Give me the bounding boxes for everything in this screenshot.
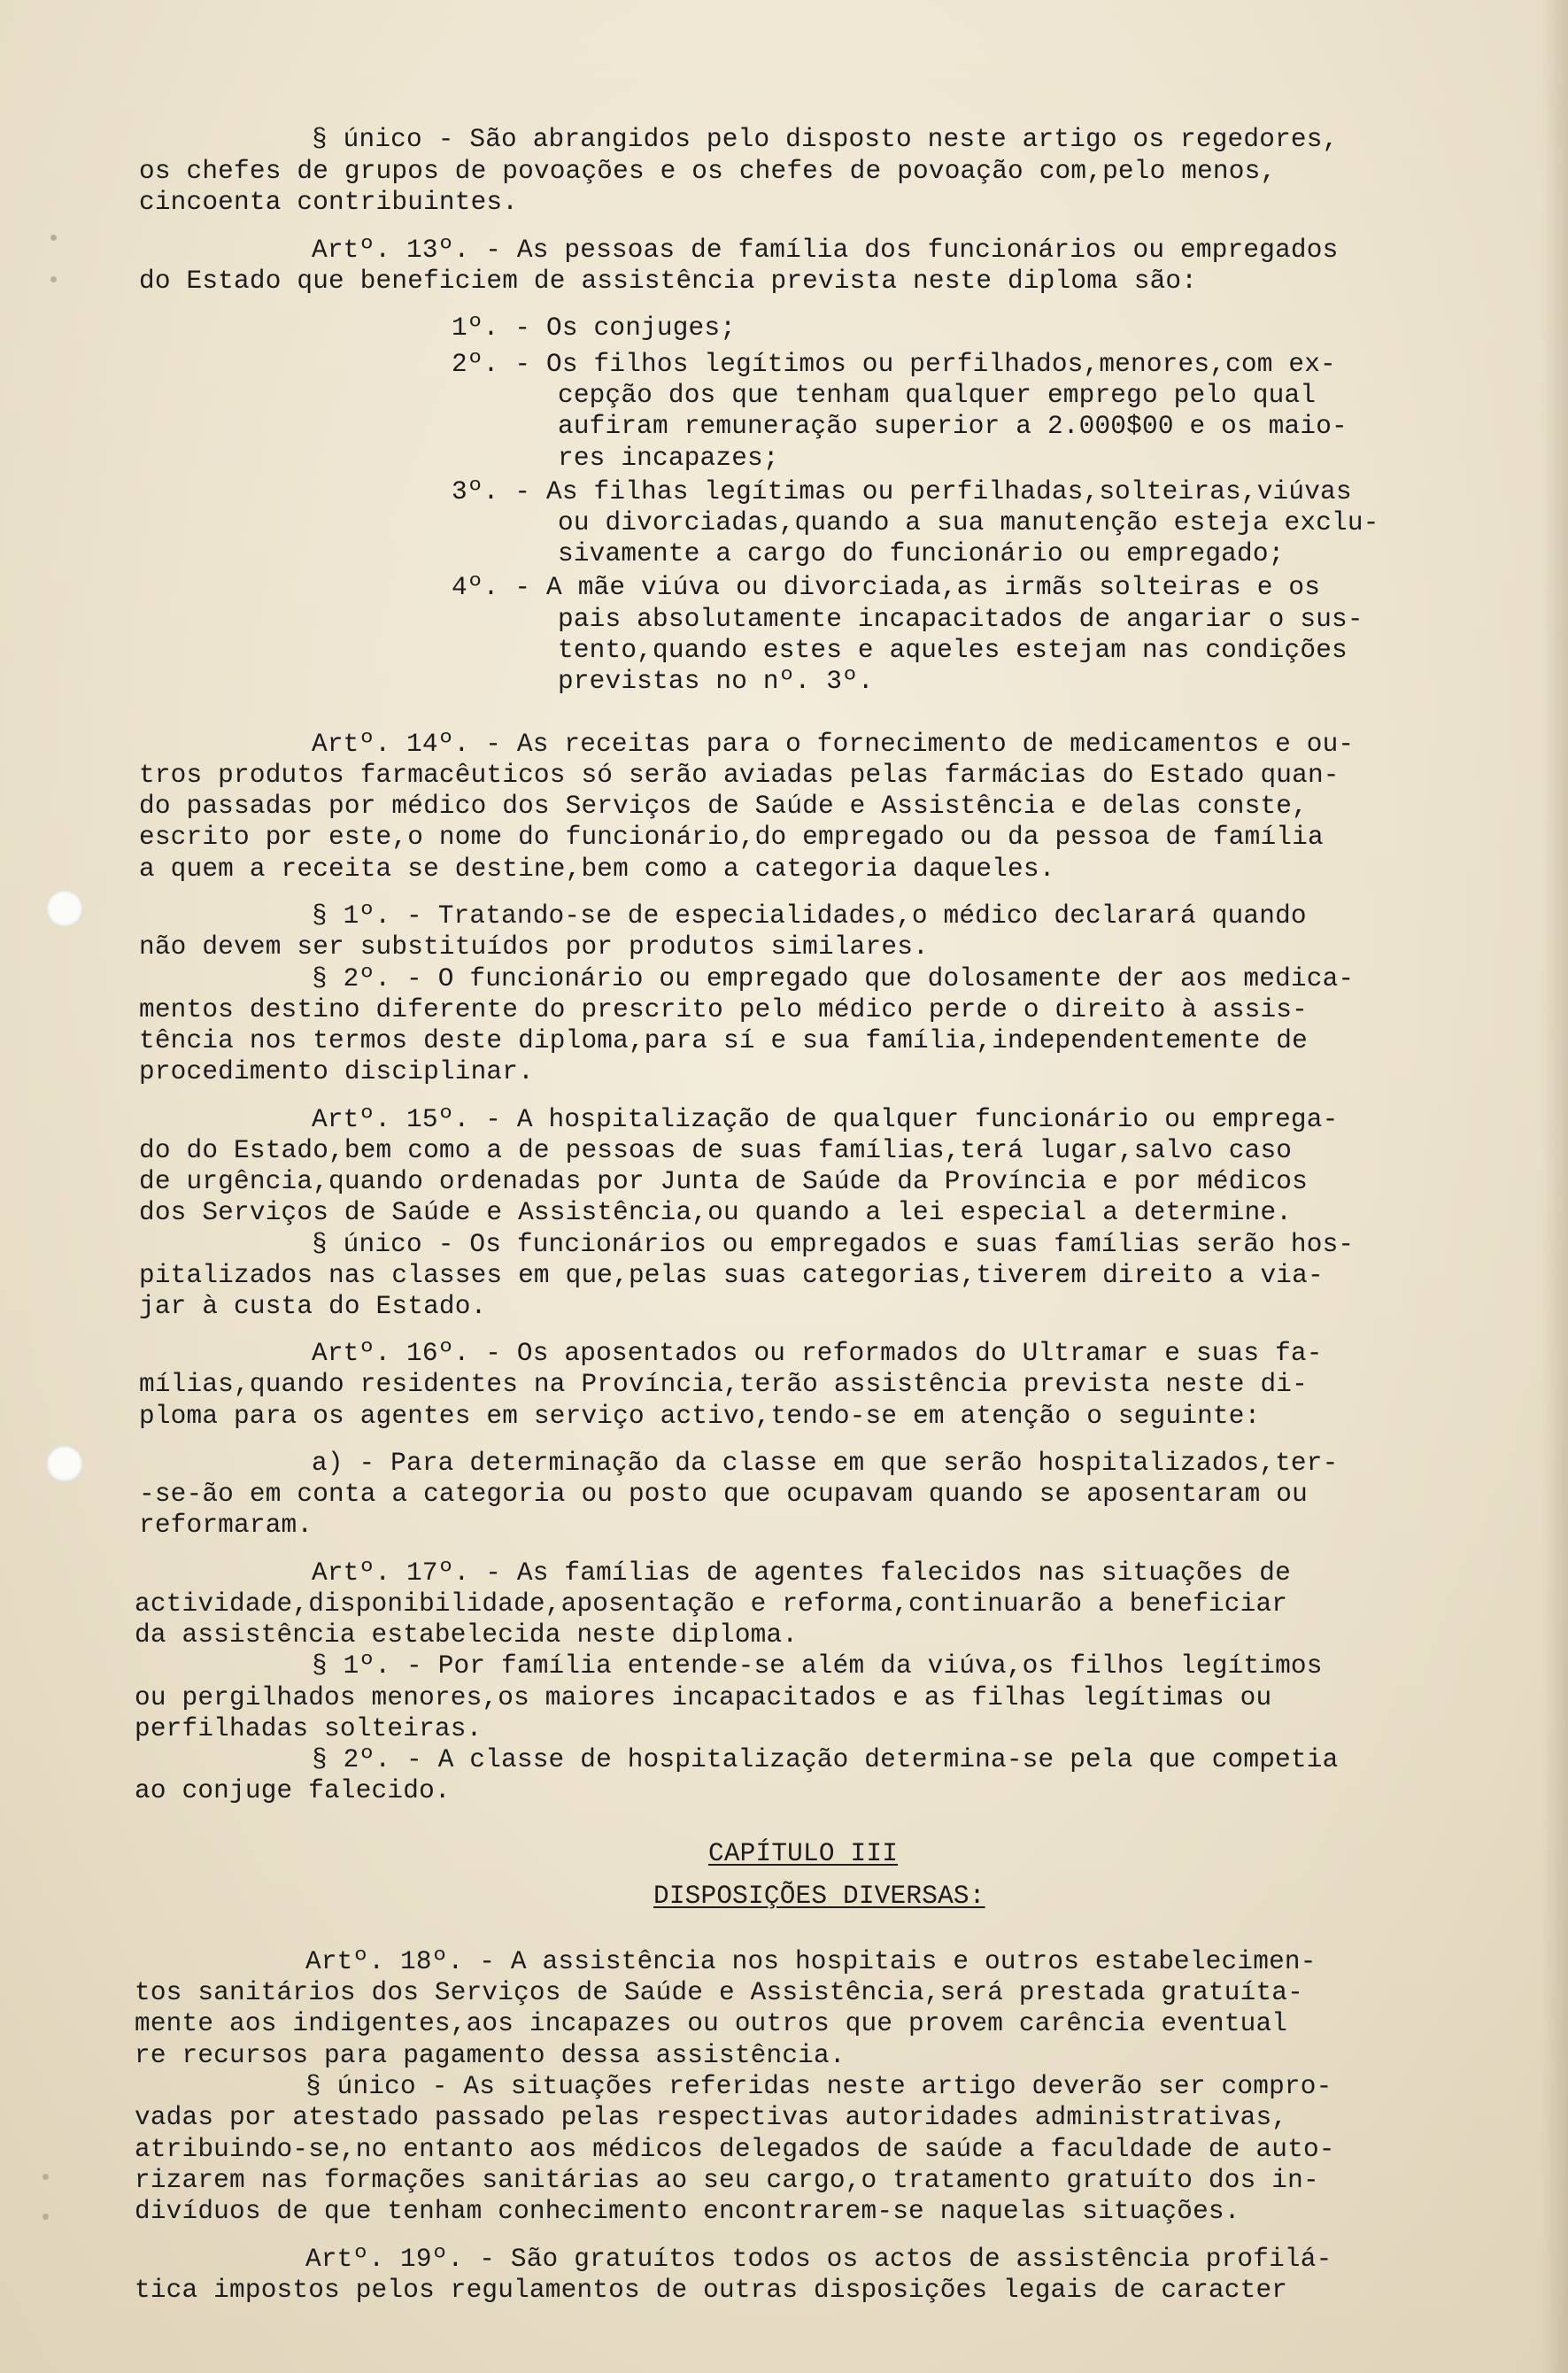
- text-line: divíduos de que tenham conhecimento encontrarem-se naquelas situações.: [135, 2197, 1240, 2226]
- text-line: sivamente a cargo do funcionário ou empregado;: [558, 539, 1285, 568]
- text-line: não devem ser substituídos por produtos similares.: [139, 932, 929, 962]
- list-item: 1º. - Os conjuges;: [452, 313, 737, 343]
- text-line: a) - Para determinação da classe em que serão hospitalizados,ter-: [312, 1449, 1339, 1478]
- text-line: pais absolutamente incapacitados de angariar o sus-: [558, 605, 1363, 634]
- text-line: actividade,disponibilidade,aposentação e reforma,continuarão a beneficiar: [135, 1589, 1288, 1619]
- text-line: ploma para os agentes em serviço activo,tendo-se em atenção o seguinte:: [139, 1402, 1261, 1431]
- text-line: tros produtos farmacêuticos só serão aviadas pelas farmácias do Estado quan-: [139, 761, 1340, 790]
- text-line: § 2º. - O funcionário ou empregado que dolosamente der aos medica-: [312, 964, 1355, 993]
- page-edge-shadow: [1541, 0, 1568, 2373]
- text-line: a quem a receita se destine,bem como a categoria daqueles.: [139, 854, 1055, 884]
- text-line: Artº. 16º. - Os aposentados ou reformados do Ultramar e suas fa-: [312, 1339, 1323, 1368]
- text-line: do do Estado,bem como a de pessoas de suas famílias,terá lugar,salvo caso: [139, 1136, 1293, 1165]
- text-line: do passadas por médico dos Serviços de Saúde e Assistência e delas conste,: [139, 792, 1308, 821]
- text-line: tica impostos pelos regulamentos de outras disposições legais de caracter: [135, 2276, 1288, 2305]
- text-line: Artº. 14º. - As receitas para o fornecimento de medicamentos e ou-: [312, 730, 1355, 759]
- text-line: procedimento disciplinar.: [139, 1057, 534, 1086]
- text-line: do Estado que beneficiem de assistência prevista neste diploma são:: [139, 267, 1198, 296]
- text-line: § único - Os funcionários ou empregados e suas famílias serão hos-: [312, 1230, 1355, 1259]
- text-line: da assistência estabelecida neste diploma.: [135, 1620, 799, 1650]
- text-line: tência nos termos deste diploma,para sí e sua família,independentemente de: [139, 1026, 1308, 1055]
- text-line: jar à custa do Estado.: [139, 1292, 487, 1321]
- text-line: rizarem nas formações sanitárias ao seu cargo,o tratamento gratuíto dos in-: [135, 2166, 1319, 2195]
- text-line: escrito por este,o nome do funcionário,do empregado ou da pessoa de família: [139, 823, 1324, 852]
- text-line: tento,quando estes e aqueles estejam nas condições: [558, 636, 1348, 665]
- text-line: tos sanitários dos Serviços de Saúde e Assistência,será prestada gratuíta-: [135, 1978, 1303, 2007]
- text-line: os chefes de grupos de povoações e os chefes de povoação com,pelo menos,: [139, 157, 1277, 186]
- text-line: Artº. 15º. - A hospitalização de qualquer funcionário ou emprega-: [312, 1105, 1339, 1134]
- list-item: 4º. - A mãe viúva ou divorciada,as irmãs solteiras e os: [452, 573, 1321, 602]
- text-line: vadas por atestado passado pelas respectivas autoridades administrativas,: [135, 2103, 1288, 2132]
- text-line: mentos destino diferente do prescrito pelo médico perde o direito à assis-: [139, 995, 1308, 1024]
- section-heading: DISPOSIÇÕES DIVERSAS:: [653, 1882, 985, 1911]
- text-line: cincoenta contribuintes.: [139, 188, 519, 217]
- text-line: § único - As situações referidas neste artigo deverão ser compro-: [305, 2072, 1332, 2101]
- text-line: reformaram.: [139, 1511, 313, 1540]
- text-line: pitalizados nas classes em que,pelas suas categorias,tiverem direito a via-: [139, 1261, 1324, 1290]
- chapter-heading: CAPÍTULO III: [708, 1839, 899, 1868]
- text-line: Artº. 17º. - As famílias de agentes falecidos nas situações de: [312, 1558, 1291, 1588]
- list-item: 2º. - Os filhos legítimos ou perfilhados,menores,com ex-: [452, 350, 1336, 379]
- text-line: ao conjuge falecido.: [135, 1776, 451, 1805]
- text-line: § 2º. - A classe de hospitalização determina-se pela que competia: [312, 1745, 1339, 1774]
- text-line: Artº. 18º. - A assistência nos hospitais e outros estabelecimen-: [305, 1947, 1317, 1976]
- text-line: § 1º. - Tratando-se de especialidades,o médico declarará quando: [312, 901, 1307, 931]
- text-line: § único - São abrangidos pelo disposto neste artigo os regedores,: [312, 125, 1339, 154]
- text-line: mílias,quando residentes na Província,terão assistência prevista neste di-: [139, 1370, 1308, 1399]
- text-line: atribuindo-se,no entanto aos médicos delegados de saúde a faculdade de auto-: [135, 2135, 1335, 2164]
- text-line: re recursos para pagamento dessa assistência.: [135, 2041, 846, 2070]
- text-line: aufiram remuneração superior a 2.000$00 e os maio-: [558, 412, 1348, 441]
- text-line: previstas no nº. 3º.: [558, 667, 874, 696]
- text-line: -se-ão em conta a categoria ou posto que ocupavam quando se aposentaram ou: [139, 1480, 1308, 1509]
- text-line: mente aos indigentes,aos incapazes ou outros que provem carência eventual: [135, 2009, 1288, 2038]
- list-item: 3º. - As filhas legítimas ou perfilhadas,solteiras,viúvas: [452, 477, 1352, 506]
- text-line: Artº. 13º. - As pessoas de família dos funcionários ou empregados: [312, 236, 1339, 265]
- text-line: § 1º. - Por família entende-se além da viúva,os filhos legítimos: [312, 1651, 1323, 1681]
- text-line: cepção dos que tenham qualquer emprego pelo qual: [558, 381, 1317, 410]
- text-line: dos Serviços de Saúde e Assistência,ou quando a lei especial a determine.: [139, 1198, 1293, 1227]
- text-line: ou divorciadas,quando a sua manutenção esteja exclu-: [558, 508, 1379, 537]
- text-line: ou pergilhados menores,os maiores incapacitados e as filhas legítimas ou: [135, 1683, 1272, 1712]
- text-line: Artº. 19º. - São gratuítos todos os actos de assistência profilá-: [305, 2245, 1332, 2274]
- text-line: de urgência,quando ordenadas por Junta de Saúde da Província e por médicos: [139, 1167, 1308, 1196]
- text-line: res incapazes;: [558, 444, 779, 473]
- text-line: perfilhadas solteiras.: [135, 1714, 483, 1743]
